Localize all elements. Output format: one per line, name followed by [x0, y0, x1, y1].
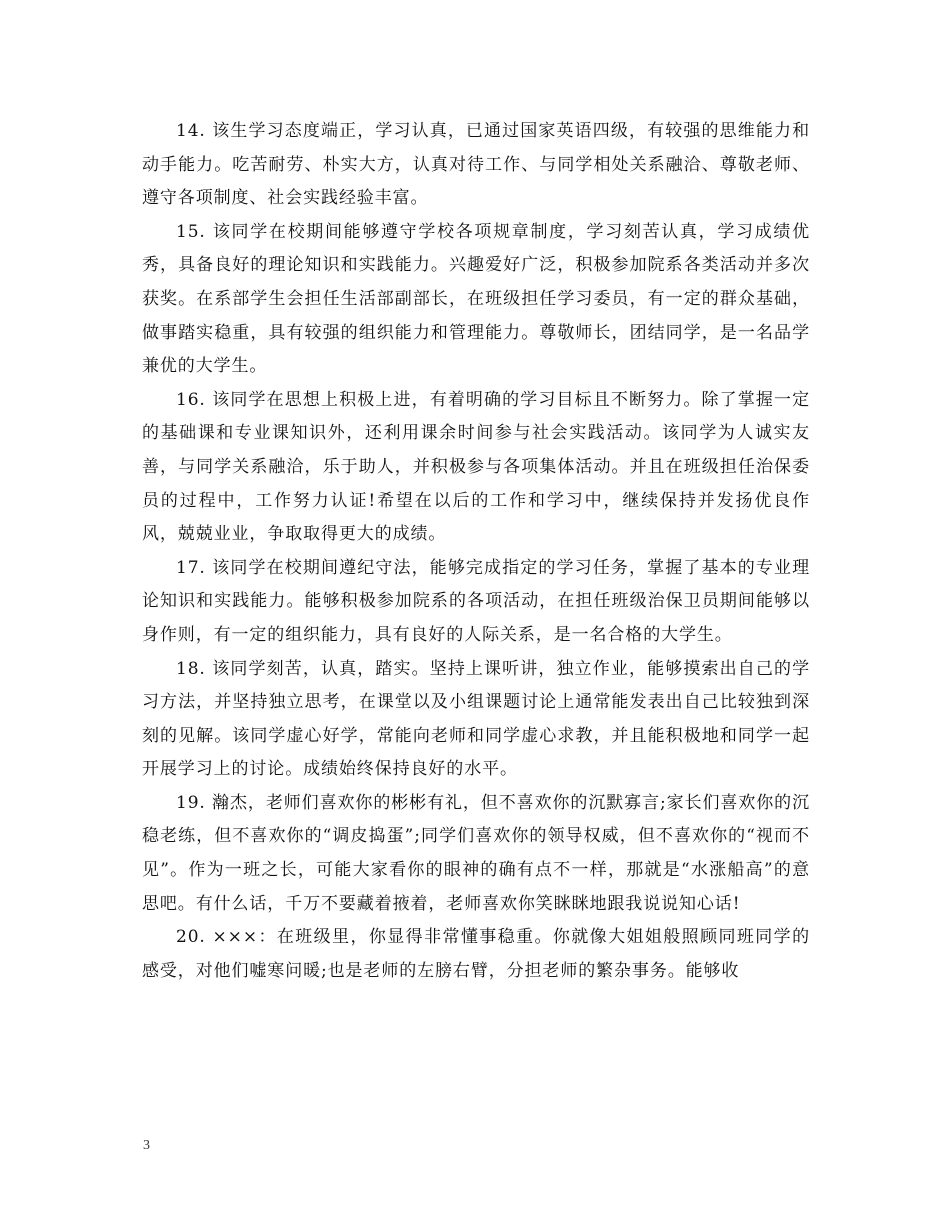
- paragraph-18: 18. 该同学刻苦，认真，踏实。坚持上课听讲，独立作业，能够摸索出自己的学习方法，并坚持独立思考，在课堂以及小组课题讨论上通常能发表出自己比较独到深刻的见解。该同学虚心好学，常能向老师和同学虚心求教，并且能积极地和同学一起开展学习上的讨论。成绩始终保持良好的水平。: [142, 658, 810, 780]
- paragraph-16: 16. 该同学在思想上积极上进，有着明确的学习目标且不断努力。除了掌握一定的基础课和专业课知识外，还利用课余时间参与社会实践活动。该同学为人诚实友善，与同学关系融洽，乐于助人，并积极参与各项集体活动。并且在班级担任治保委员的过程中，工作努力认证!希望在以后的工作和学习中，继续保持并发扬优良作风，兢兢业业，争取取得更大的成绩。: [142, 389, 810, 545]
- paragraph-20: 20. ×××：在班级里，你显得非常懂事稳重。你就像大姐姐般照顾同班同学的感受，对他们嘘寒问暖;也是老师的左膀右臂，分担老师的繁杂事务。能够收: [142, 927, 810, 981]
- document-body: [142, 115, 810, 988]
- page-number: 3: [143, 1138, 150, 1153]
- paragraph-15: 15. 该同学在校期间能够遵守学校各项规章制度，学习刻苦认真，学习成绩优秀，具备良好的理论知识和实践能力。兴趣爱好广泛，积极参加院系各类活动并多次获奖。在系部学生会担任生活部副部长，在班级担任学习委员，有一定的群众基础，做事踏实稳重，具有较强的组织能力和管理能力。尊敬师长，团结同学，是一名品学兼优的大学生。: [142, 221, 810, 377]
- paragraph-14: 14. 该生学习态度端正，学习认真，已通过国家英语四级，有较强的思维能力和动手能力。吃苦耐劳、朴实大方，认真对待工作、与同学相处关系融洽、尊敬老师、遵守各项制度、社会实践经验丰富。: [142, 121, 810, 209]
- paragraph-19: 19. 瀚杰，老师们喜欢你的彬彬有礼，但不喜欢你的沉默寡言;家长们喜欢你的沉稳老练，但不喜欢你的“调皮捣蛋”;同学们喜欢你的领导权威，但不喜欢你的“视而不见”。作为一班之长，可能大家看你的眼神的确有点不一样，那就是“水涨船高”的意思吧。有什么话，千万不要藏着掖着，老师喜欢你笑眯眯地跟我说说知心话!: [142, 792, 810, 914]
- paragraph-17: 17. 该同学在校期间遵纪守法，能够完成指定的学习任务，掌握了基本的专业理论知识和实践能力。能够积极参加院系的各项活动，在担任班级治保卫员期间能够以身作则，有一定的组织能力，具有良好的人际关系，是一名合格的大学生。: [142, 557, 810, 645]
